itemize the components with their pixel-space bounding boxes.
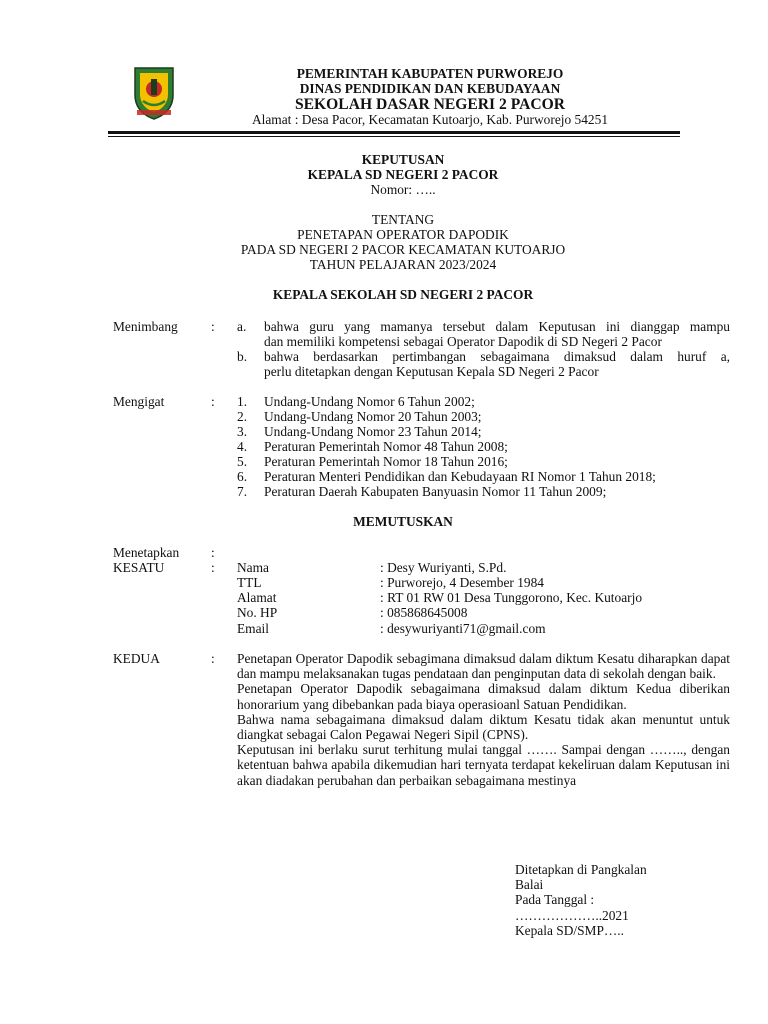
mengingat-label: Mengigat xyxy=(113,394,165,409)
menetapkan-colon: : xyxy=(211,545,215,560)
kedua-label: KEDUA xyxy=(113,651,160,666)
field-value-alamat: : RT 01 RW 01 Desa Tunggorono, Kec. Kutoarjo xyxy=(380,590,643,605)
signature-block xyxy=(515,862,685,938)
tentang-label: TENTANG xyxy=(371,212,435,227)
header-address: Alamat : Desa Pacor, Kecamatan Kutoarjo, Kab. Purworejo 54251 xyxy=(251,112,609,127)
field-label-nama: Nama xyxy=(237,560,269,575)
menimbang-b-line-1: bahwa berdasarkan pertimbangan sebagaimana dimaksud dalam huruf a, xyxy=(264,349,730,364)
memutuskan-heading: MEMUTUSKAN xyxy=(353,514,453,529)
field-label-alamat: Alamat xyxy=(237,590,277,605)
mengingat-colon: : xyxy=(211,394,215,409)
tentang-line-1: PENETAPAN OPERATOR DAPODIK xyxy=(297,227,509,242)
mengingat-item-number: 7. xyxy=(237,484,248,499)
field-value-email: : desywuriyanti71@gmail.com xyxy=(380,621,546,636)
menimbang-b-line-2: perlu ditetapkan dengan Keputusan Kepala SD Negeri 2 Pacor xyxy=(264,364,599,379)
field-label-no-hp: No. HP xyxy=(237,605,278,620)
menimbang-a-line-1: bahwa guru yang mamanya tersebut dalam Keputusan ini dianggap mampu xyxy=(264,319,730,334)
kesatu-colon: : xyxy=(211,560,215,575)
header-school-name: SEKOLAH DASAR NEGERI 2 PACOR xyxy=(294,96,566,113)
regency-emblem-logo xyxy=(131,65,177,121)
menetapkan-label: Menetapkan xyxy=(113,545,180,560)
mengingat-item: Peraturan Daerah Kabupaten Banyuasin Nomor 11 Tahun 2009; xyxy=(264,484,607,499)
mengingat-item: Peraturan Menteri Pendidikan dan Kebudayaan RI Nomor 1 Tahun 2018; xyxy=(264,469,656,484)
field-value-nama: : Desy Wuriyanti, S.Pd. xyxy=(380,560,507,575)
mengingat-item-number: 5. xyxy=(237,454,248,469)
signature-date-label: Pada Tanggal : xyxy=(515,892,595,908)
kedua-paragraph: Keputusan ini berlaku surut terhitung mulai tanggal ……. Sampai dengan …….., dengan ketentuan bahwa apabila dikemudian hari ternyata terdapat kekeliruan dalam Keputusan ini akan diadakan perubahan dan perbaikan sebagaimana mestinya xyxy=(237,742,730,788)
doc-title-kepala: KEPALA SD NEGERI 2 PACOR xyxy=(307,167,499,182)
header-line-government: PEMERINTAH KABUPATEN PURWOREJO xyxy=(296,66,564,81)
field-value-ttl: : Purworejo, 4 Desember 1984 xyxy=(380,575,545,590)
mengingat-item-number: 3. xyxy=(237,424,248,439)
kedua-colon: : xyxy=(211,651,215,666)
doc-title-keputusan: KEPUTUSAN xyxy=(361,152,445,167)
mengingat-item: Undang-Undang Nomor 6 Tahun 2002; xyxy=(264,394,475,409)
header-divider-thin xyxy=(108,136,680,137)
kedua-paragraph: Penetapan Operator Dapodik sebagimana dimaksud dalam diktum Kesatu diharapkan dapat dan mampu melaksanakan tugas pendataan dan penginputan data di sekolah dengan baik. xyxy=(237,651,730,682)
signature-place: Ditetapkan di Pangkalan xyxy=(515,862,647,877)
mengingat-item-number: 4. xyxy=(237,439,248,454)
mengingat-item-number: 6. xyxy=(237,469,248,484)
kedua-paragraphs xyxy=(237,651,730,788)
field-value-no-hp: : 085868645008 xyxy=(380,605,468,620)
mengingat-item: Peraturan Pemerintah Nomor 18 Tahun 2016; xyxy=(264,454,508,469)
tentang-line-2: PADA SD NEGERI 2 PACOR KECAMATAN KUTOARJO xyxy=(240,242,566,257)
field-label-email: Email xyxy=(237,621,269,636)
header-line-department: DINAS PENDIDIKAN DAN KEBUDAYAAN xyxy=(299,81,561,96)
tentang-line-3: TAHUN PELAJARAN 2023/2024 xyxy=(309,257,497,272)
mengingat-item: Undang-Undang Nomor 23 Tahun 2014; xyxy=(264,424,482,439)
mengingat-item: Peraturan Pemerintah Nomor 48 Tahun 2008; xyxy=(264,439,508,454)
kepala-sekolah-heading: KEPALA SEKOLAH SD NEGERI 2 PACOR xyxy=(272,287,534,302)
kedua-paragraph: Bahwa nama sebagaimana dimaksud dalam diktum Kesatu tidak akan menuntut untuk diangkat sebagai Calon Pegawai Negeri Sipil (CPNS). xyxy=(237,711,730,743)
menimbang-label: Menimbang xyxy=(113,319,178,334)
field-label-ttl: TTL xyxy=(237,575,262,590)
signature-title: Kepala SD/SMP….. xyxy=(515,922,624,938)
header-divider-thick xyxy=(108,131,680,134)
mengingat-item-number: 2. xyxy=(237,409,248,424)
menimbang-a-line-2: dan memiliki kompetensi sebagai Operator Dapodik di SD Negeri 2 Pacor xyxy=(264,334,662,349)
mengingat-item: Undang-Undang Nomor 20 Tahun 2003; xyxy=(264,409,482,424)
kesatu-label: KESATU xyxy=(113,560,165,575)
kedua-paragraph: Penetapan Operator Dapodik sebagaimana dimaksud dalam diktum Kedua diberikan honorarium yang dibebankan pada biaya operasioanl Satuan Pendidikan. xyxy=(237,681,730,712)
signature-date-value: ………………..2021 xyxy=(515,907,629,923)
menimbang-colon: : xyxy=(211,319,215,334)
menimbang-a-marker: a. xyxy=(237,319,247,334)
signature-place-cont: Balai xyxy=(515,877,544,893)
mengingat-item-number: 1. xyxy=(237,394,248,409)
doc-number: Nomor: ….. xyxy=(370,182,436,197)
menimbang-b-marker: b. xyxy=(237,349,248,364)
